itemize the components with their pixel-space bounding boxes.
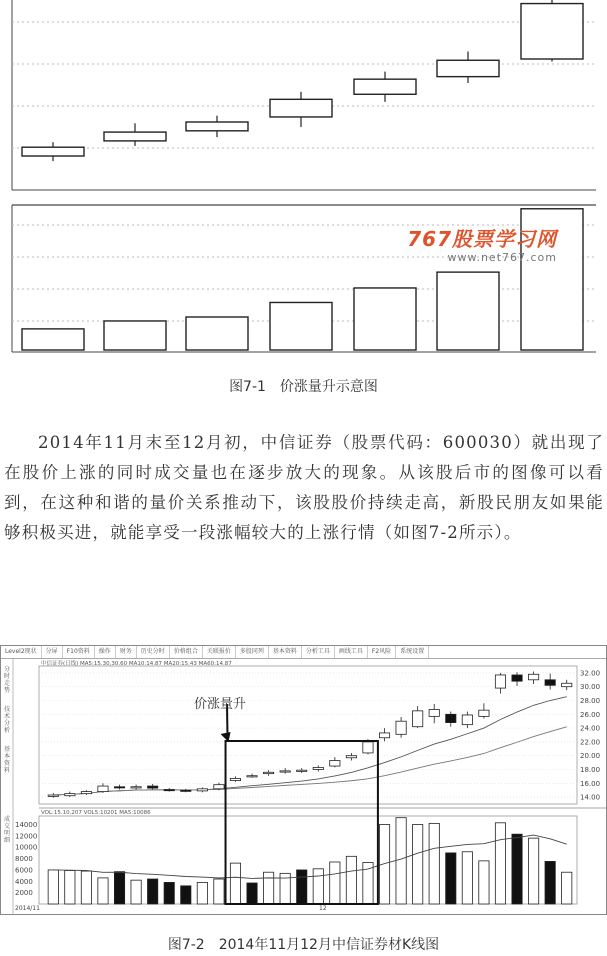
toolbar-item-4[interactable]: 财务 xyxy=(116,646,137,658)
candle-body xyxy=(346,756,356,758)
volume-bar xyxy=(528,838,538,904)
candle-body xyxy=(164,790,174,791)
figure-7-1 xyxy=(0,0,607,370)
volume-bar xyxy=(495,823,505,904)
toolbar-item-10[interactable]: 分析工具 xyxy=(302,646,335,658)
volume-tick-label: 14000 xyxy=(15,821,38,830)
volume-bar xyxy=(247,883,257,904)
toolbar-item-3[interactable]: 操作 xyxy=(95,646,116,658)
volume-bar xyxy=(479,861,489,904)
candle-body xyxy=(413,711,423,727)
volume-bar xyxy=(181,886,191,904)
annotation-label: 价涨量升 xyxy=(194,697,247,712)
volume-bar xyxy=(148,879,158,904)
toolbar-item-8[interactable]: 多股同列 xyxy=(236,646,269,658)
price-tick-label: 20.00 xyxy=(580,752,601,761)
volume-bar xyxy=(164,882,174,904)
candle-body xyxy=(197,789,207,791)
volume-tick-label: 12000 xyxy=(15,832,38,841)
volume-bar xyxy=(230,863,240,904)
toolbar-item-5[interactable]: 历史分时 xyxy=(137,646,170,658)
candle-body xyxy=(528,674,538,680)
ma10-line xyxy=(53,697,566,795)
toolbar-item-12[interactable]: F2风险 xyxy=(368,646,396,658)
candle-body xyxy=(313,767,323,769)
price-tick-label: 26.00 xyxy=(580,710,601,719)
left-tab-3[interactable]: 成交明细 xyxy=(3,816,10,844)
candle-body xyxy=(270,99,332,117)
volume-bar xyxy=(22,329,84,350)
candle-body xyxy=(437,60,499,76)
volume-bar xyxy=(131,880,141,904)
volume-tick-label: 4000 xyxy=(15,877,33,886)
volume-bar xyxy=(104,321,166,350)
volume-bar xyxy=(429,823,439,904)
volume-ma-line xyxy=(53,835,566,878)
candle-body xyxy=(48,795,58,796)
price-tick-label: 14.00 xyxy=(580,793,601,802)
volume-bar xyxy=(114,872,124,904)
volume-bar xyxy=(330,862,340,904)
candle-body xyxy=(104,132,166,141)
volume-bar xyxy=(379,825,389,904)
candle-body xyxy=(330,761,340,767)
candle-body xyxy=(521,4,583,59)
volume-bar xyxy=(81,871,91,904)
candle-body xyxy=(297,770,307,771)
price-tick-label: 18.00 xyxy=(580,766,601,774)
candle-body xyxy=(479,710,489,716)
candle-body xyxy=(446,714,456,722)
candle-body xyxy=(263,772,273,773)
candle-body xyxy=(98,786,108,792)
left-tab-2[interactable]: 基本资料 xyxy=(3,746,10,774)
volume-bar xyxy=(263,872,273,904)
candle-body xyxy=(81,792,91,794)
price-indicator-info: 中信证券(日线) MA5:15.30,30.60 MA10:14.87 MA20:15.43 MA60:14.87 xyxy=(41,661,232,667)
volume-tick-label: 8000 xyxy=(15,855,33,864)
candle-body xyxy=(230,778,240,780)
body-paragraph: 2014年11月末至12月初，中信证券（股票代码：600030）就出现了在股价上涨的同时成交量也在逐步放大的现象。从该股后市的图像可以看到，在这种和谐的量价关系推动下，该股股价持续走高，新股民朋友如果能够积极买进，就能享受一段涨幅较大的上涨行情（如图7-2所示）。 xyxy=(4,433,604,542)
volume-bar xyxy=(413,825,423,904)
toolbar-item-7[interactable]: 关联报价 xyxy=(203,646,236,658)
price-tick-label: 30.00 xyxy=(580,683,601,692)
price-tick-label: 32.00 xyxy=(580,669,601,678)
date-start-label: 2014/11 xyxy=(15,905,40,912)
toolbar-item-0[interactable]: Level2现状 xyxy=(1,646,42,658)
figure-7-2-caption: 图7-2 2014年11月12月中信证券材K线图 xyxy=(167,937,440,953)
volume-bar xyxy=(346,856,356,904)
volume-bar xyxy=(214,879,224,904)
candle-body xyxy=(280,771,290,772)
volume-bar xyxy=(462,852,472,904)
volume-bar xyxy=(437,272,499,350)
volume-bar xyxy=(98,878,108,904)
volume-bar xyxy=(562,872,572,904)
toolbar-item-9[interactable]: 基本资料 xyxy=(269,646,302,658)
toolbar-item-2[interactable]: F10资料 xyxy=(63,646,95,658)
figure-7-2 xyxy=(0,645,607,915)
price-tick-label: 24.00 xyxy=(580,724,601,733)
candle-body xyxy=(562,683,572,686)
toolbar-item-13[interactable]: 系统设置 xyxy=(396,646,429,658)
candle-body xyxy=(512,675,522,681)
toolbar-item-1[interactable]: 分屏 xyxy=(42,646,63,658)
candle-body xyxy=(247,776,257,777)
left-tab-1[interactable]: 技术分析 xyxy=(3,706,10,734)
toolbar-item-6[interactable]: 价格组合 xyxy=(170,646,203,658)
watermark-title: 767股票学习网 xyxy=(407,227,557,251)
date-mid-label: 12 xyxy=(319,905,327,912)
volume-tick-label: 6000 xyxy=(15,866,33,875)
candle-body xyxy=(186,122,248,131)
price-tick-label: 28.00 xyxy=(580,697,601,705)
candle-body xyxy=(148,786,158,788)
price-tick-label: 16.00 xyxy=(580,779,601,788)
volume-tick-label: 10000 xyxy=(15,843,38,852)
volume-bar xyxy=(396,818,406,904)
volume-bar xyxy=(297,870,307,904)
volume-bar xyxy=(270,302,332,350)
volume-bar xyxy=(197,882,207,904)
candle-body xyxy=(462,715,472,725)
ma20-line xyxy=(53,727,566,795)
candle-body xyxy=(354,79,416,94)
volume-bar xyxy=(446,853,456,904)
candle-body xyxy=(22,147,84,156)
candle-body xyxy=(114,787,124,788)
candle-body xyxy=(363,742,373,753)
candle-body xyxy=(181,790,191,791)
candle-body xyxy=(214,785,224,789)
candle-body xyxy=(65,794,75,796)
price-tick-label: 22.00 xyxy=(580,738,601,747)
volume-bar xyxy=(313,869,323,904)
figure-7-1-caption: 图7-1 价涨量升示意图 xyxy=(229,379,378,395)
watermark-url: www.net767.com xyxy=(447,251,557,264)
volume-bar xyxy=(512,834,522,904)
candle-body xyxy=(379,733,389,738)
toolbar-item-11[interactable]: 画线工具 xyxy=(335,646,368,658)
candle-body xyxy=(495,675,505,688)
volume-indicator-info: VOL:15.10,207 VOL5:10201 MA5:10086 xyxy=(41,810,151,816)
figure-7-2-graphic xyxy=(1,646,606,914)
candle-body xyxy=(396,721,406,734)
chart-toolbar xyxy=(1,646,606,659)
volume-bar xyxy=(48,870,58,904)
figure-7-1-graphic xyxy=(0,0,607,370)
volume-tick-label: 2000 xyxy=(15,889,33,898)
volume-bar xyxy=(354,288,416,350)
candle-body xyxy=(429,709,439,716)
candle-body xyxy=(545,680,555,686)
left-tab-0[interactable]: 分时走势 xyxy=(3,666,10,694)
candle-body xyxy=(131,787,141,788)
volume-bar xyxy=(186,317,248,350)
volume-bar xyxy=(65,871,75,904)
volume-bar xyxy=(545,861,555,904)
